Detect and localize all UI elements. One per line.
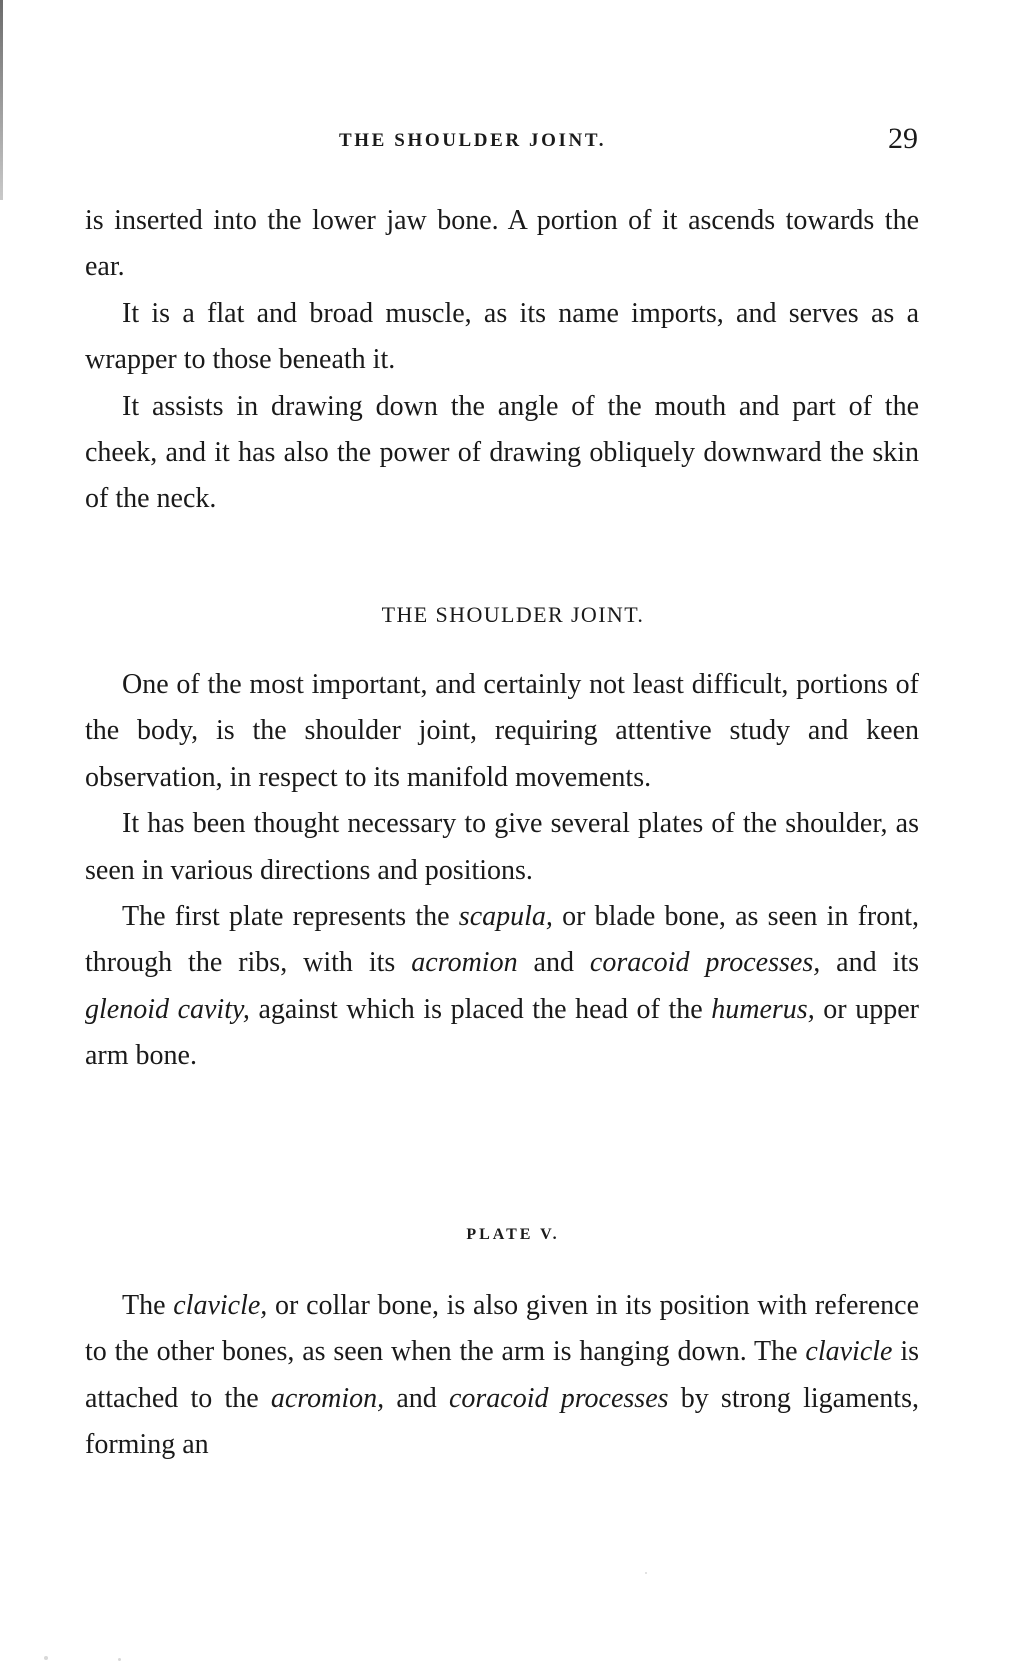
page-number: 29 — [888, 122, 918, 155]
section-paragraph-2: It has been thought necessary to give several plates of the shoulder, as seen in various directions and positions. — [85, 808, 919, 886]
text-run: or collar bone, is also given in its position with reference to the other bones, as seen when the arm is hanging down. The — [85, 1290, 919, 1368]
italic-term-scapula: scapula, — [458, 901, 553, 933]
text-run: is attached to the — [85, 1336, 919, 1414]
text-run: The — [122, 1290, 174, 1321]
plate-text — [85, 1283, 919, 1469]
paper-speck — [645, 1572, 647, 1574]
italic-term-acromion: acromion, — [270, 1382, 385, 1414]
running-head — [0, 122, 1026, 162]
italic-term-acromion: acromion — [411, 947, 518, 979]
text-run: The first plate represents the — [122, 901, 459, 933]
page-binding-edge — [0, 0, 3, 200]
intro-paragraph-3: It assists in drawing down the angle of the mouth and part of the cheek, and it has also the power of drawing obliquely downward the skin of the neck. — [85, 390, 919, 515]
intro-text — [85, 198, 919, 523]
intro-paragraph-2: It is a flat and broad muscle, as its name imports, and serves as a wrapper to those beneath it. — [85, 297, 919, 376]
plate-paragraph-1 — [85, 1283, 919, 1469]
section-paragraph-3 — [85, 894, 919, 1080]
italic-term-glenoid-cavity: glenoid cavity, — [85, 993, 250, 1025]
paper-speck — [44, 1656, 48, 1660]
italic-term-clavicle: clavicle, — [173, 1290, 268, 1321]
text-run: by strong ligaments, forming an — [85, 1382, 919, 1461]
plate-heading: PLATE V. — [466, 1226, 560, 1243]
italic-term-coracoid-processes: coracoid processes, — [589, 947, 821, 979]
section-paragraph-1: One of the most important, and certainly not least difficult, portions of the body, is the shoulder joint, requiring attentive study and keen observation, in respect to its manifold movements. — [85, 669, 919, 793]
italic-term-clavicle: clavicle — [805, 1336, 893, 1368]
italic-term-coracoid-processes: coracoid processes — [448, 1382, 669, 1414]
text-run: and — [384, 1382, 449, 1414]
text-run: and its — [820, 947, 919, 979]
running-title: THE SHOULDER JOINT. — [339, 130, 607, 151]
intro-paragraph-1: is inserted into the lower jaw bone. A portion of it ascends towards the ear. — [85, 205, 919, 283]
paper-speck — [118, 1658, 121, 1661]
text-run: against which is placed the head of the — [249, 993, 712, 1025]
section-heading: THE SHOULDER JOINT. — [381, 602, 645, 627]
text-run: or upper arm bone. — [85, 993, 919, 1072]
italic-term-humerus: humerus, — [711, 993, 815, 1025]
text-run: and — [517, 947, 590, 979]
section-text — [85, 662, 919, 1080]
text-run: or blade bone, as seen in front, through the ribs, with its — [85, 901, 920, 979]
